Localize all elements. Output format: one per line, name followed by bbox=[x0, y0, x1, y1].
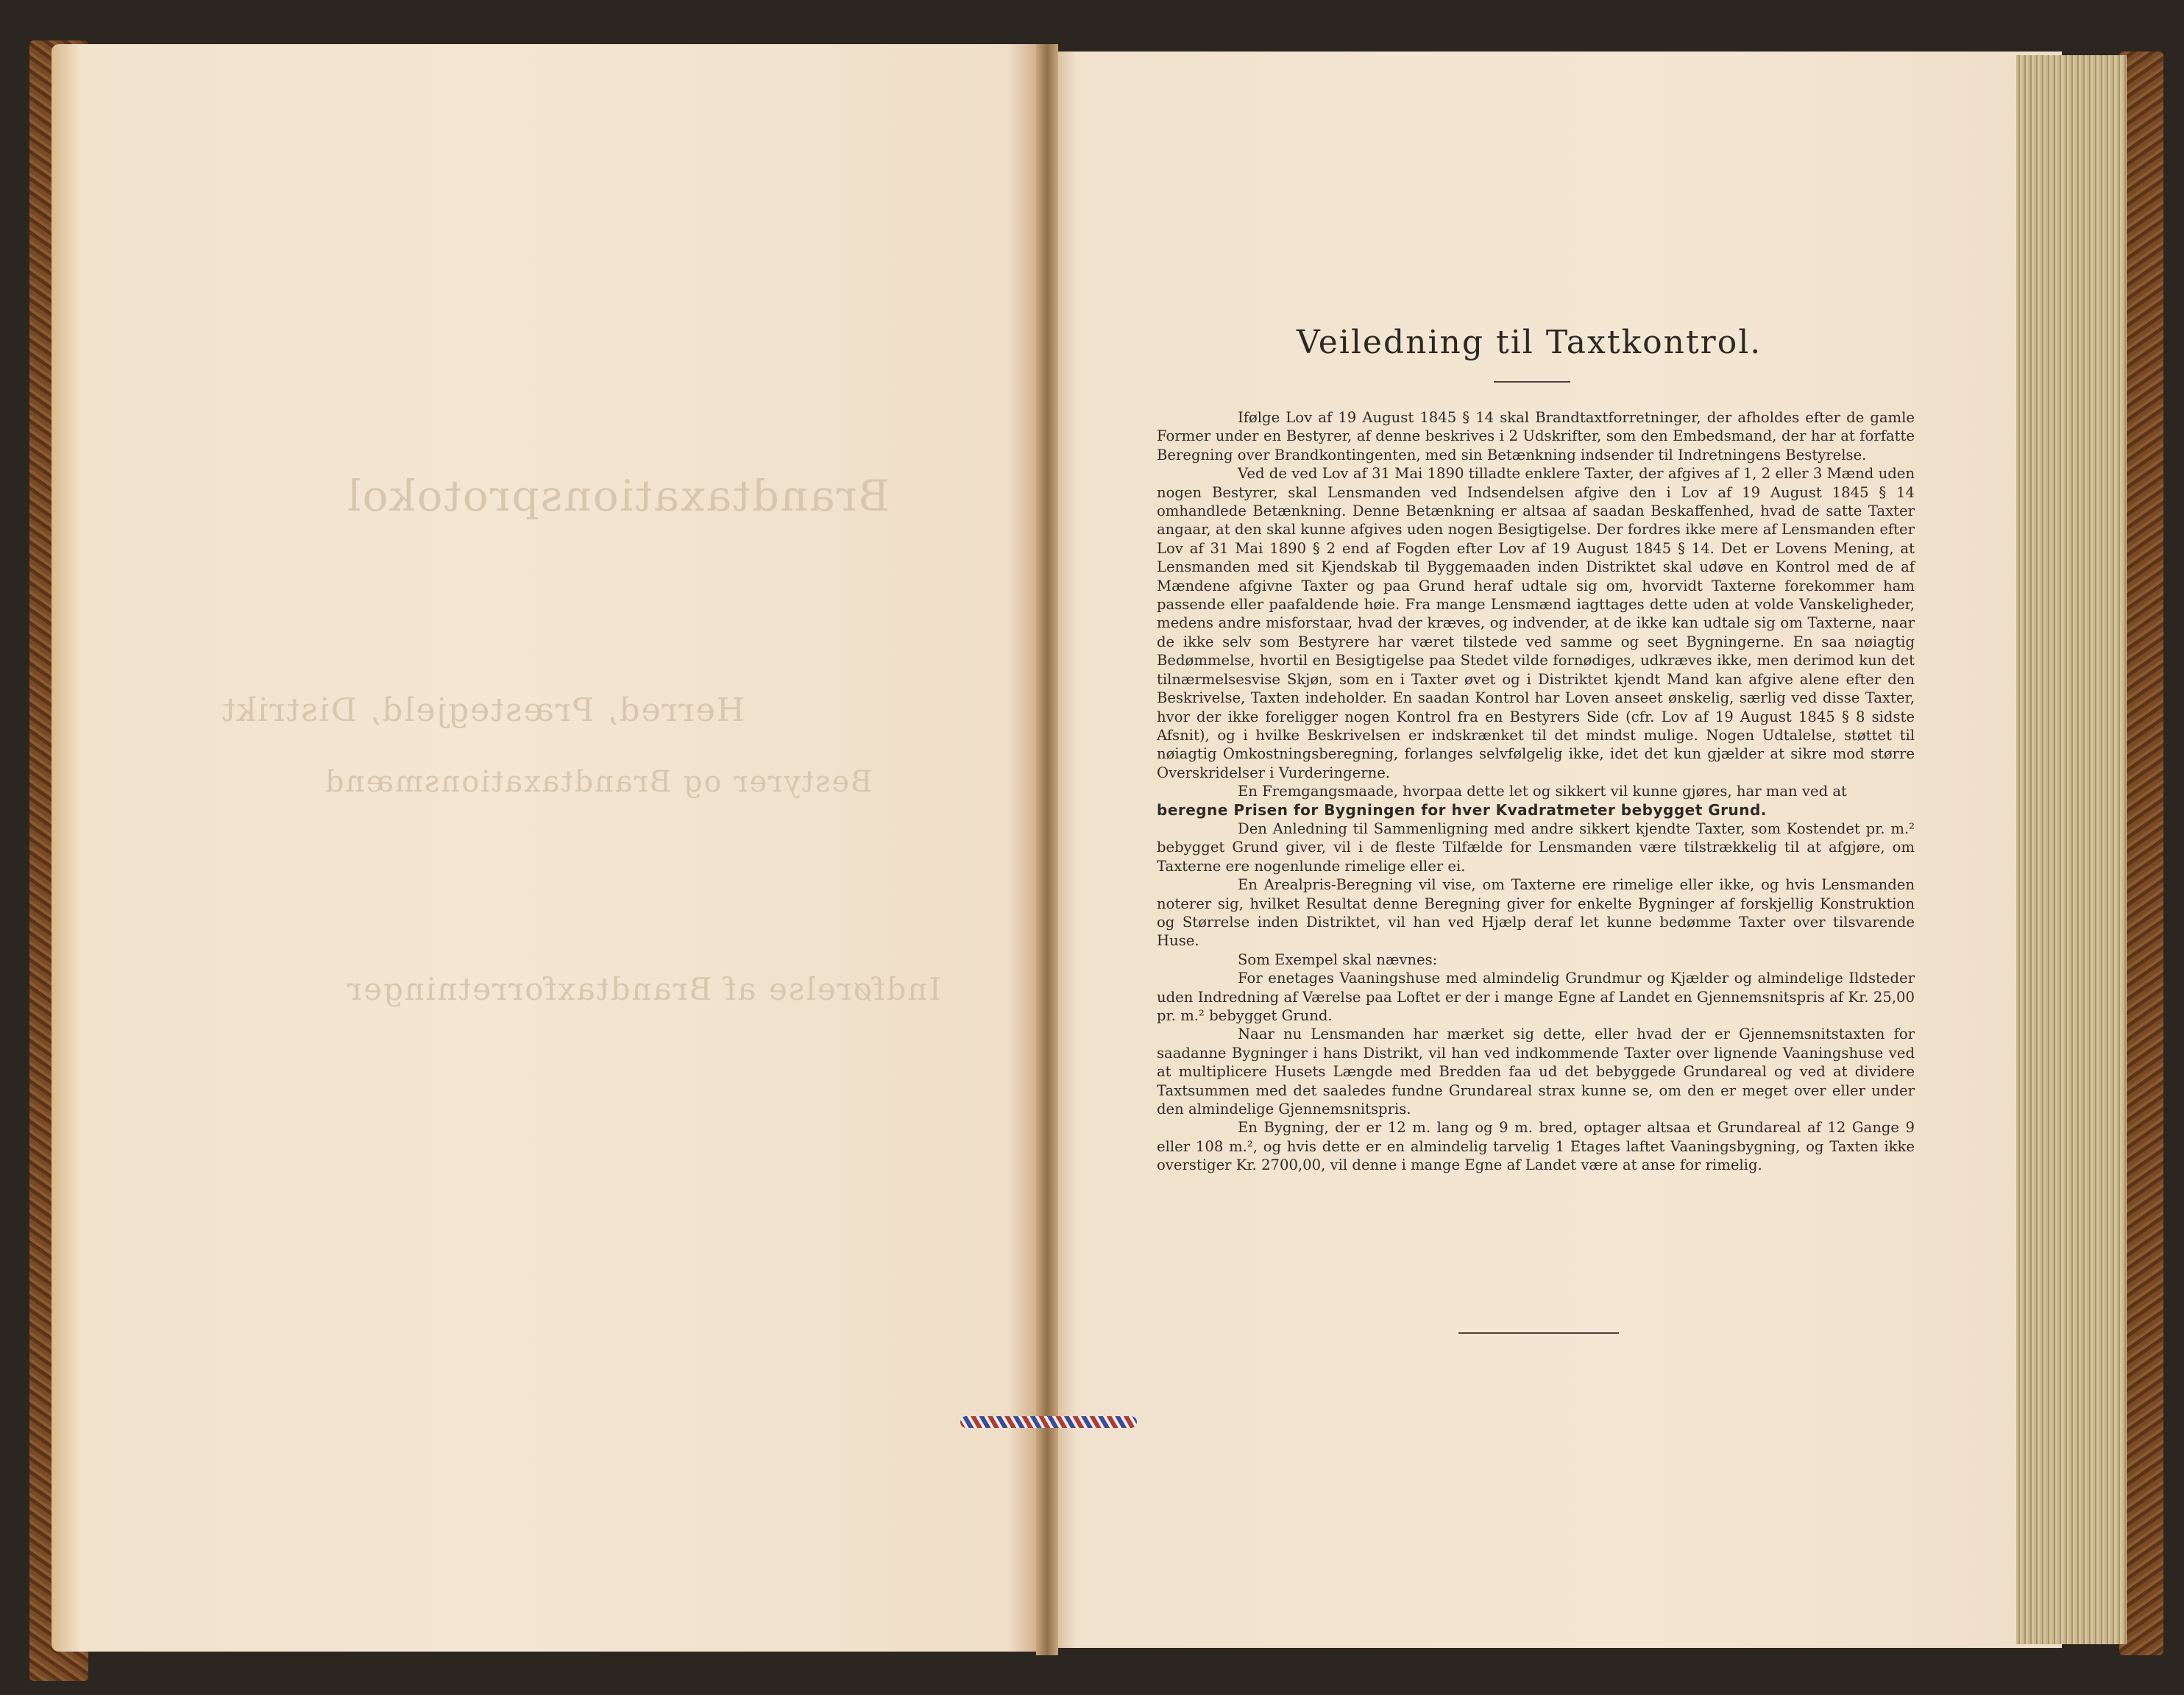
book-gutter bbox=[1036, 44, 1058, 1655]
bold-emphasis: beregne Prisen for Bygningen for hver Kvadratmeter bebygget Grund. bbox=[1157, 800, 1767, 819]
show-through-line: Indførelse af Brandtaxforretninger bbox=[346, 971, 942, 1007]
left-page bbox=[52, 44, 1045, 1652]
binding-thread bbox=[960, 1416, 1137, 1428]
page-title: Veiledning til Taxtkontrol. bbox=[1297, 324, 1762, 361]
paragraph: Naar nu Lensmanden har mærket sig dette, eller hvad der er Gjennemsnitstaxten for saadanne Bygninger i hans Distrikt, vil han ved indkommende Taxter over lignende Vaaningshuse ved at multiplicere Husets Længde med Bredden faa ud det bebyggede Grundareal og ved at dividere Taxtsummen med det saaledes fundne Grundareal strax kunne se, om den er meget over eller under den almindelige Gjennemsnitspris. bbox=[1157, 1026, 1915, 1118]
paragraph: Ifølge Lov af 19 August 1845 § 14 skal Brandtaxtforretninger, der afholdes efter de gamle Former under en Bestyrer, af denne beskrives i 2 Udskrifter, som den Embedsmand, der har at forfatte Beregning over Brandkontingenten, med sin Betænkning indsender til Indretningens Bestyrelse. bbox=[1157, 409, 1915, 463]
instruction-text bbox=[1157, 408, 1915, 1175]
show-through-line: Herred, Præstegjeld, Distrikt bbox=[221, 692, 745, 729]
show-through-title: Brandtaxationsprotokol bbox=[346, 471, 890, 521]
paragraph: Den Anledning til Sammenligning med andre sikkert kjendte Taxter, som Kostendet pr. m.² bebygget Grund giver, vil i de fleste Tilfælde for Lensmanden være tilstrækkelig til at afgjøre, om Taxterne ere nogenlunde rimelige eller ei. bbox=[1157, 820, 1915, 875]
paragraph: En Fremgangsmaade, hvorpaa dette let og sikkert vil kunne gjøres, har man ved at bbox=[1238, 783, 1847, 800]
paragraph: Som Exempel skal nævnes: bbox=[1238, 950, 1438, 968]
paragraph: En Arealpris-Beregning vil vise, om Taxterne ere rimelige eller ikke, og hvis Lensmanden noterer sig, hvilket Resultat denne Beregning giver for enkelte Bygninger af forskjellig Konstruktion og Størrelse inden Distriktet, vil han ved Hjælp deraf let kunne bedømme Taxter over tilsvarende Huse. bbox=[1157, 876, 1915, 950]
end-divider bbox=[1458, 1332, 1619, 1334]
page-stack-edges bbox=[2016, 55, 2127, 1644]
paragraph: En Bygning, der er 12 m. lang og 9 m. bred, optager altsaa et Grundareal af 12 Gange 9 eller 108 m.², og hvis dette er en almindelig tarvelig 1 Etages laftet Vaaningsbygning, og Taxten ikke overstiger Kr. 2700,00, vil denne i mange Egne af Landet være at anse for rimelig. bbox=[1157, 1119, 1915, 1174]
show-through-line: Bestyrer og Brandtaxationsmænd bbox=[324, 765, 873, 799]
paragraph: For enetages Vaaningshuse med almindelig Grundmur og Kjælder og almindelige Ildsteder uden Indredning af Værelse paa Loftet er der i mange Egne af Landet en Gjennemsnitspris af Kr. 25,00 pr. m.² bebygget Grund. bbox=[1157, 970, 1915, 1024]
title-divider bbox=[1494, 381, 1570, 383]
paragraph-bold bbox=[1157, 801, 1915, 820]
paragraph: Ved de ved Lov af 31 Mai 1890 tilladte enklere Taxter, der afgives af 1, 2 eller 3 Mænd uden nogen Bestyrer, skal Lensmanden ved Indsendelsen afgive den i Lov af 19 August 1845 § 14 omhandlede Betænkning. Denne Betænkning er altsaa af saadan Beskaffenhed, hvad de satte Taxter angaar, at den skal kunne afgives uden nogen Besigtigelse. Der fordres ikke mere af Lensmanden efter Lov af 31 Mai 1890 § 2 end af Fogden efter Lov af 19 August 1845 § 14. Det er Lovens Mening, at Lensmanden med sit Kjendskab til Byggemaaden inden Distriktet skal udøve en Kontrol med de af Mændene afgivne Taxter og paa Grund heraf udtale sig om, hvorvidt Taxterne forekommer ham passende eller paafaldende høie. Fra mange Lensmænd iagttages dette uden at volde Vanskeligheder, medens andre misforstaar, hvad der kræves, og indvender, at de ikke kan udtale sig om Taxterne, naar de ikke selv som Bestyrere har været tilstede ved samme og seet Bygningerne. En saa nøiagtig Bedømmelse, hvortil en Besigtigelse paa Stedet vilde fornødiges, udkræves ikke, men derimod kun det tilnærmelsesvise Skjøn, som en i Taxter øvet og i Distriktet kjendt Mand kan afgive alene efter den Beskrivelse, Taxten indeholder. En saadan Kontrol har Loven anseet ønskelig, særlig ved disse Taxter, hvor der ikke foreligger nogen Kontrol fra en Bestyrers Side (cfr. Lov af 19 August 1845 § 8 sidste Afsnit), og i hvilke Beskrivelsen er indskrænket til det mindst mulige. Nogen Udtalelse, støttet til nøiagtig Omkostningsberegning, forlanges selvfølgelig ikke, idet det kun gjælder at sikre mod større Overskridelser i Vurderingerne. bbox=[1157, 465, 1915, 781]
